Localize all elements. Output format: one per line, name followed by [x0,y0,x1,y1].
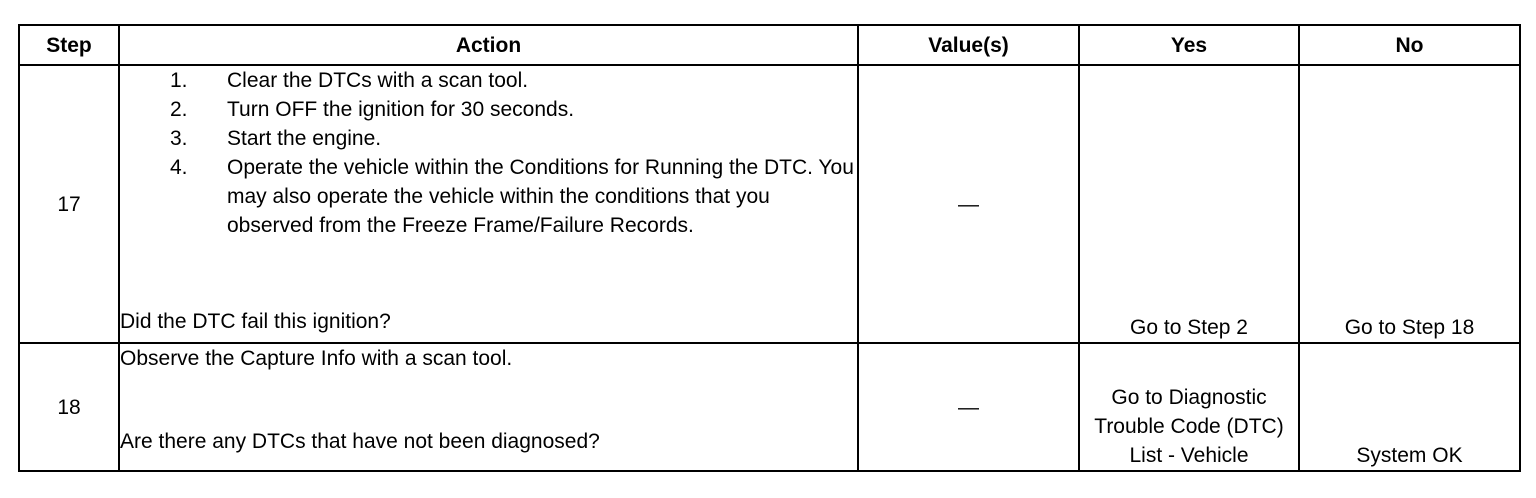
table-row [19,343,1520,471]
no-cell: System OK [1299,343,1520,471]
step-item-text: Start the engine. [227,127,382,150]
step-number: 18 [19,343,119,471]
step-item-number: 4. [170,156,188,179]
diagnostic-table [18,24,1521,472]
step-number: 17 [19,65,119,343]
step-item-text: Operate the vehicle within the Conditions for Running the DTC. You may also operate the vehicle within the conditions that you observed from the Freeze Frame/Failure Records. [227,156,854,237]
value-cell [858,343,1079,471]
header-action: Action [119,25,858,65]
yes-cell: Go to Step 2 [1079,65,1299,343]
list-item [170,124,857,153]
action-instruction: Observe the Capture Info with a scan tool. [120,347,513,370]
list-item [170,66,857,95]
value-dash: — [958,192,979,216]
step-item-number: 2. [170,98,188,121]
action-steps-list [120,66,857,240]
step-item-number: 3. [170,127,188,150]
action-question: Are there any DTCs that have not been diagnosed? [120,430,600,453]
value-dash: — [958,395,979,419]
header-values: Value(s) [858,25,1079,65]
step-item-number: 1. [170,69,188,92]
list-item [170,153,857,240]
yes-cell: Go to Diagnostic Trouble Code (DTC) List - Vehicle [1079,343,1299,471]
header-yes: Yes [1079,25,1299,65]
action-cell [119,343,858,471]
header-row [19,25,1520,65]
value-cell [858,65,1079,343]
action-cell [119,65,858,343]
action-question: Did the DTC fail this ignition? [120,310,391,333]
step-item-text: Turn OFF the ignition for 30 seconds. [227,98,575,121]
header-step: Step [19,25,119,65]
no-cell: Go to Step 18 [1299,65,1520,343]
header-no: No [1299,25,1520,65]
list-item [170,95,857,124]
step-item-text: Clear the DTCs with a scan tool. [227,69,529,92]
table-row [19,65,1520,343]
